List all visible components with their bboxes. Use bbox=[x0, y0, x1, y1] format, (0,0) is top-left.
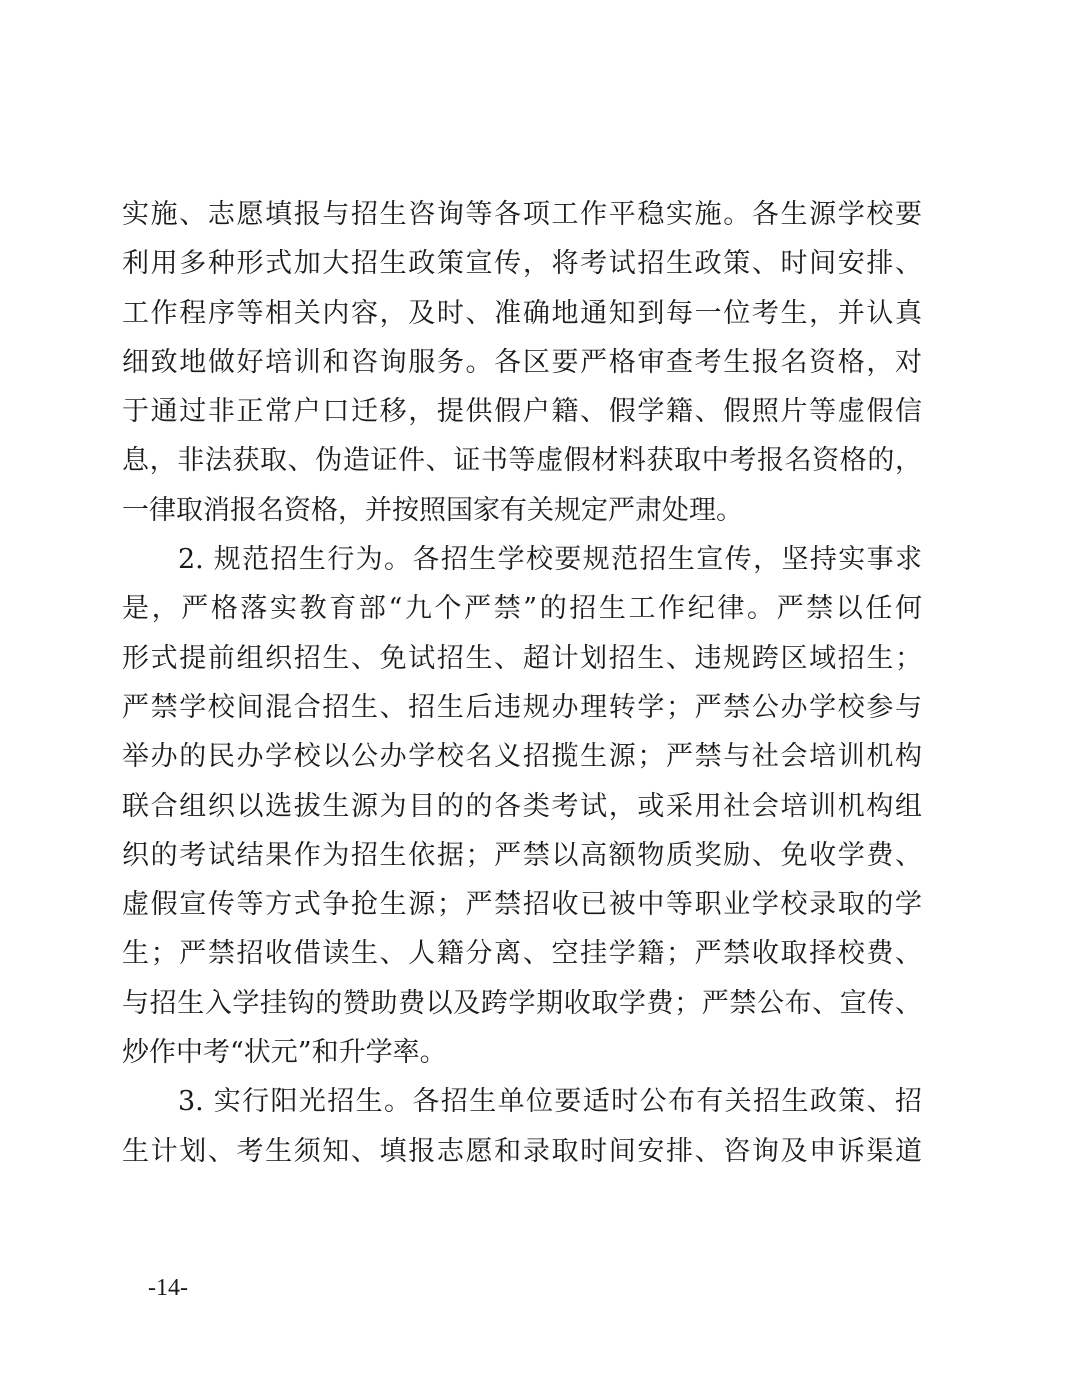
text-line: 生；严禁招收借读生、人籍分离、空挂学籍；严禁收取择校费、 bbox=[122, 938, 922, 970]
text-line: 一律取消报名资格，并按照国家有关规定严肃处理。 bbox=[122, 494, 743, 526]
text-line: 织的考试结果作为招生依据；严禁以高额物质奖励、免收学费、 bbox=[122, 839, 922, 871]
page-number: -14- bbox=[148, 1275, 188, 1301]
text-line: 于通过非正常户口迁移，提供假户籍、假学籍、假照片等虚假信 bbox=[122, 396, 922, 428]
text-line: 联合组织以选拔生源为目的的各类考试，或采用社会培训机构组 bbox=[122, 790, 922, 822]
text-line: 2. 规范招生行为。各招生学校要规范招生宣传，坚持实事求 bbox=[178, 544, 922, 576]
text-line: 细致地做好培训和咨询服务。各区要严格审查考生报名资格，对 bbox=[122, 346, 922, 378]
text-line: 严禁学校间混合招生、招生后违规办理转学；严禁公办学校参与 bbox=[122, 691, 922, 723]
text-line: 炒作中考“状元”和升学率。 bbox=[122, 1037, 447, 1069]
text-line: 息，非法获取、伪造证件、证书等虚假材料获取中考报名资格的， bbox=[122, 445, 922, 477]
text-line: 与招生入学挂钩的赞助费以及跨学期收取学费；严禁公布、宣传、 bbox=[122, 987, 922, 1019]
text-line: 形式提前组织招生、免试招生、超计划招生、违规跨区域招生； bbox=[122, 642, 922, 674]
text-line: 工作程序等相关内容，及时、准确地通知到每一位考生，并认真 bbox=[122, 297, 922, 329]
text-line: 生计划、考生须知、填报志愿和录取时间安排、咨询及申诉渠道 bbox=[122, 1135, 922, 1167]
text-line: 举办的民办学校以公办学校名义招揽生源；严禁与社会培训机构 bbox=[122, 741, 922, 773]
text-line: 是，严格落实教育部“九个严禁”的招生工作纪律。严禁以任何 bbox=[122, 593, 922, 625]
text-line: 3. 实行阳光招生。各招生单位要适时公布有关招生政策、招 bbox=[178, 1086, 922, 1118]
body-text bbox=[122, 190, 922, 1176]
text-line: 虚假宣传等方式争抢生源；严禁招收已被中等职业学校录取的学 bbox=[122, 889, 922, 921]
text-line: 实施、志愿填报与招生咨询等各项工作平稳实施。各生源学校要 bbox=[122, 199, 922, 230]
text-line: 利用多种形式加大招生政策宣传，将考试招生政策、时间安排、 bbox=[122, 248, 922, 280]
